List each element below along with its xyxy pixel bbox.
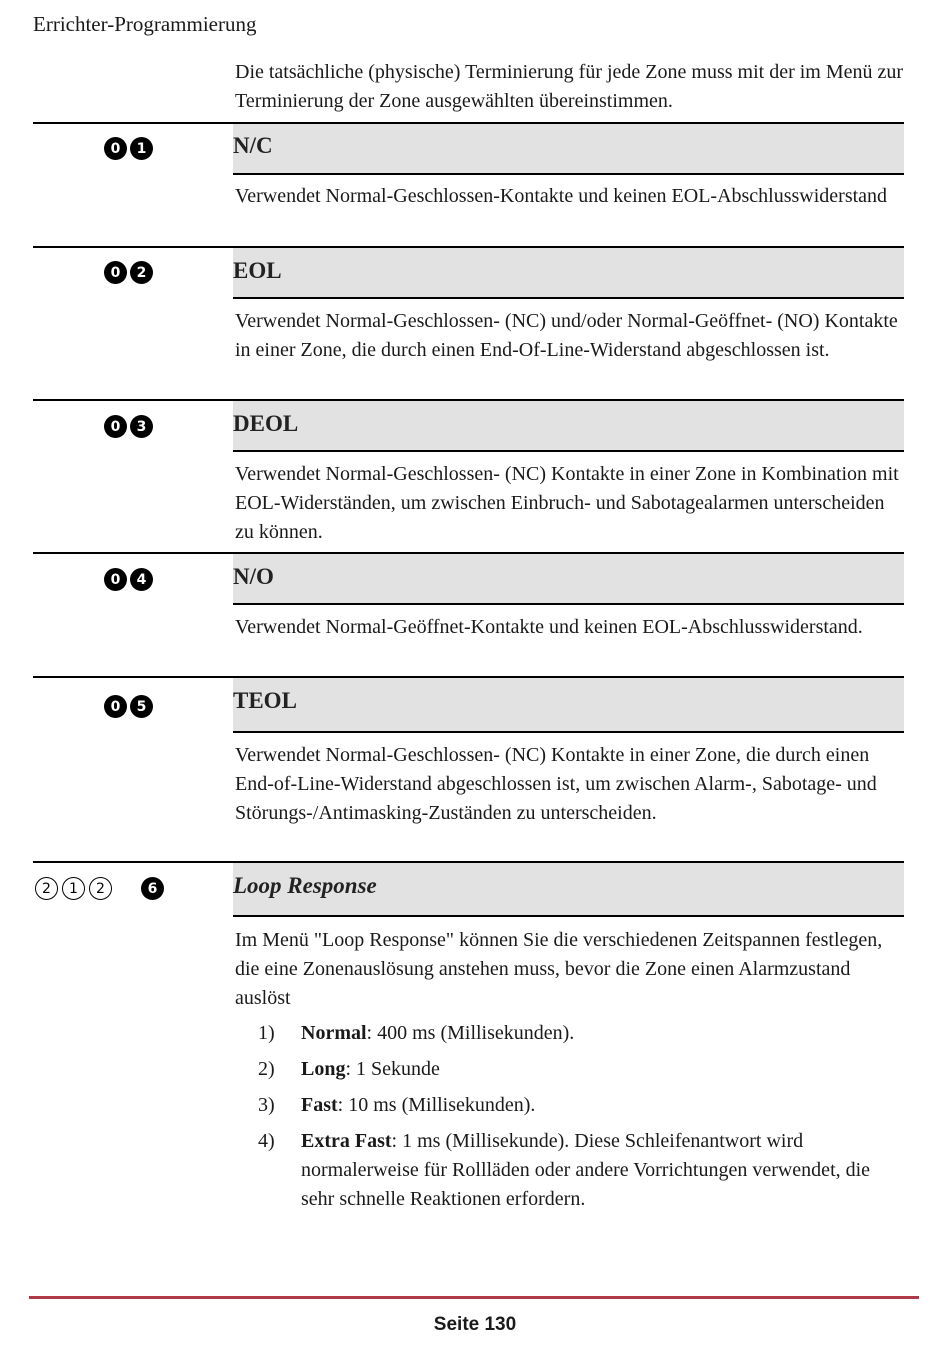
option-title: N/C xyxy=(233,133,273,158)
list-item xyxy=(258,1055,908,1084)
key-badge-icon: 0 xyxy=(104,568,127,591)
option-description: Verwendet Normal-Geschlossen- (NC) Kontakte in einer Zone in Kombination mit EOL-Widerständen, um zwischen Einbruch- und Sabotagealarmen unterscheiden zu können. xyxy=(235,463,899,543)
list-item xyxy=(258,1091,908,1120)
option-title: N/O xyxy=(233,564,274,589)
loop-response-description: Im Menü "Loop Response" können Sie die verschiedenen Zeitspannen festlegen, die eine Zonenauslösung anstehen muss, bevor die Zone einen Alarmzustand auslöst xyxy=(235,929,883,1009)
list-item xyxy=(258,1127,908,1214)
list-number: 2) xyxy=(258,1058,275,1080)
key-badge-icon: 5 xyxy=(130,695,153,718)
list-item xyxy=(258,1019,908,1048)
page-number: Seite 130 xyxy=(433,1314,517,1335)
option-key-6 xyxy=(141,877,164,900)
footer-rule xyxy=(29,1296,919,1299)
intro-paragraph: Die tatsächliche (physische) Terminierung für jede Zone muss mit der im Menü zur Terminierung der Zone ausgewählten übereinstimmen. xyxy=(235,61,904,112)
option-key-02 xyxy=(104,261,153,284)
option-key-05 xyxy=(104,695,153,718)
option-title: EOL xyxy=(233,258,282,283)
key-badge-icon: 1 xyxy=(130,137,153,160)
option-key-03 xyxy=(104,415,153,438)
option-header-deol xyxy=(233,401,904,452)
key-badge-icon: 0 xyxy=(104,695,127,718)
key-badge-icon: 2 xyxy=(89,877,112,900)
key-badge-icon: 2 xyxy=(35,877,58,900)
loop-response-title: Loop Response xyxy=(233,873,377,898)
list-item-text: : 1 Sekunde xyxy=(345,1058,440,1080)
list-item-text: : 10 ms (Millisekunden). xyxy=(337,1094,536,1116)
option-key-01 xyxy=(104,137,153,160)
option-description: Verwendet Normal-Geschlossen- (NC) und/oder Normal-Geöffnet- (NO) Kontakte in einer Zone, die durch einen End-Of-Line-Widerstand abgeschlossen ist. xyxy=(235,310,898,361)
option-description: Verwendet Normal-Geschlossen- (NC) Kontakte in einer Zone, die durch einen End-of-Line-Widerstand abgeschlossen ist, um zwischen Alarm-, Sabotage- und Störungs-/Antimasking-Zuständen zu unterscheiden. xyxy=(235,744,877,824)
list-number: 4) xyxy=(258,1130,275,1152)
key-badge-icon: 4 xyxy=(130,568,153,591)
list-item-label: Long xyxy=(301,1058,346,1080)
loop-response-list xyxy=(258,1019,908,1221)
list-item-label: Extra Fast xyxy=(301,1130,392,1152)
option-header-nc xyxy=(233,124,904,175)
key-badge-icon: 0 xyxy=(104,261,127,284)
key-badge-icon: 1 xyxy=(62,877,85,900)
key-badge-icon: 2 xyxy=(130,261,153,284)
running-header: Errichter-Programmierung xyxy=(33,12,257,36)
key-badge-icon: 6 xyxy=(141,877,164,900)
key-badge-icon: 0 xyxy=(104,415,127,438)
loop-response-header xyxy=(233,863,904,917)
option-title: DEOL xyxy=(233,411,299,436)
option-header-eol xyxy=(233,248,904,299)
list-item-text: : 1 ms (Millisekunde). Diese Schleifenantwort wird normalerweise für Rollläden oder andere Vorrichtungen verwendet, die sehr schnelle Reaktionen erfordern. xyxy=(301,1130,871,1210)
option-key-04 xyxy=(104,568,153,591)
key-badge-icon: 3 xyxy=(130,415,153,438)
list-number: 1) xyxy=(258,1022,275,1044)
option-header-no xyxy=(233,554,904,605)
list-number: 3) xyxy=(258,1094,275,1116)
option-description: Verwendet Normal-Geschlossen-Kontakte und keinen EOL-Abschlusswiderstand xyxy=(235,185,888,207)
list-item-text: : 400 ms (Millisekunden). xyxy=(366,1022,575,1044)
option-header-teol xyxy=(233,678,904,733)
option-title: TEOL xyxy=(233,688,297,713)
list-item-label: Normal xyxy=(301,1022,367,1044)
menu-path-keys xyxy=(35,877,112,900)
key-badge-icon: 0 xyxy=(104,137,127,160)
option-description: Verwendet Normal-Geöffnet-Kontakte und keinen EOL-Abschlusswiderstand. xyxy=(235,616,863,638)
list-item-label: Fast xyxy=(301,1094,338,1116)
